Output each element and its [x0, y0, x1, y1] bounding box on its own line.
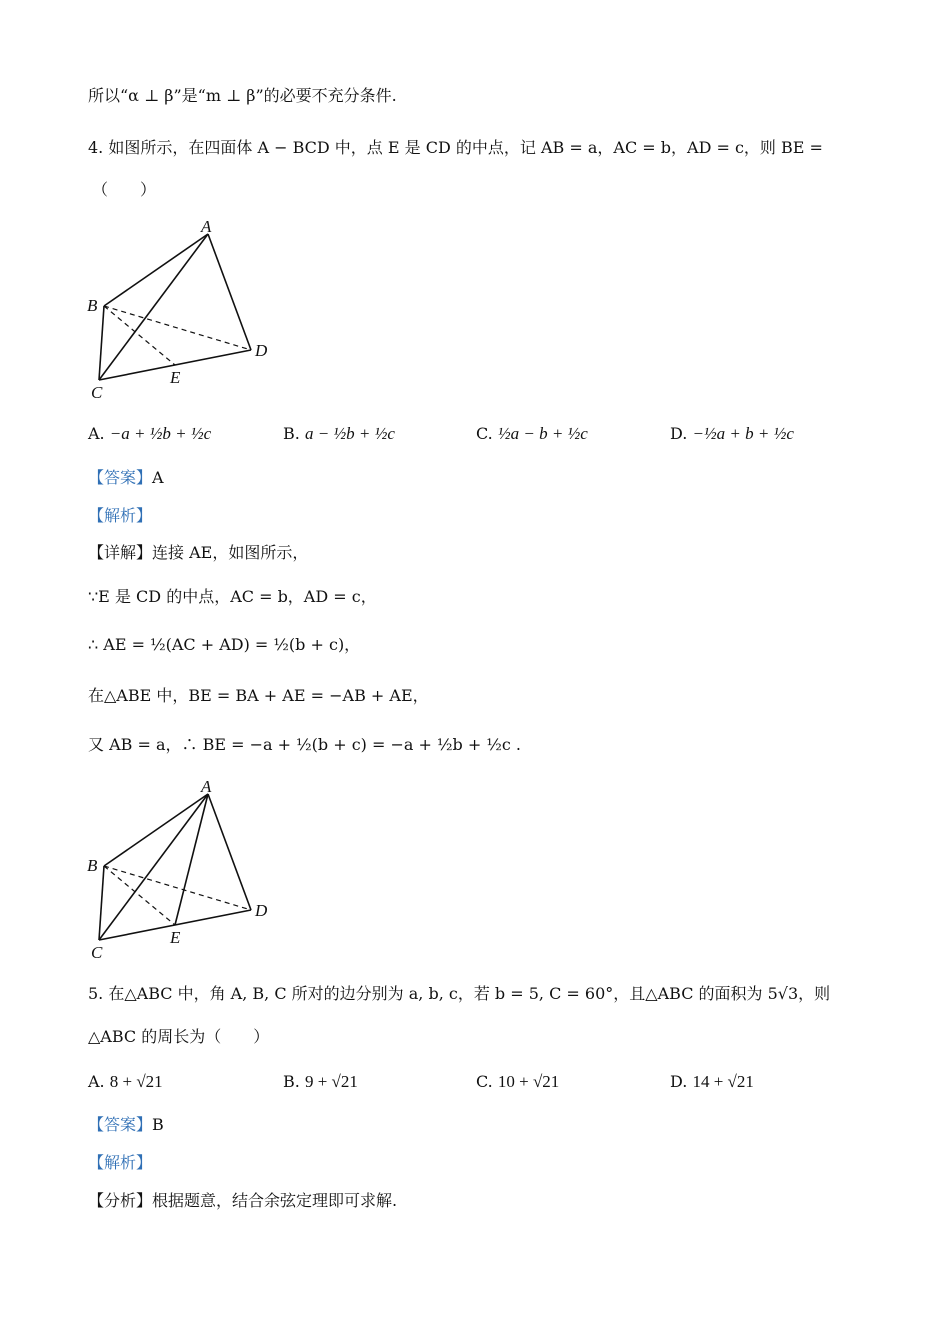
analysis-line-5: 【解析】 [88, 1153, 153, 1172]
vertex-label-d: D [255, 341, 268, 360]
vertex-label-b: B [87, 296, 98, 315]
option-a: A. −a + ½b + ½c [88, 424, 212, 443]
q5-option-c: C. 10 + √21 [476, 1072, 560, 1091]
solution-step-1: ∵E 是 CD 的中点，AC = b，AD = c， [88, 587, 377, 606]
vertex-label-d: D [255, 901, 268, 920]
vertex-label-b: B [87, 856, 98, 875]
detail-line-4: 【详解】连接 AE，如图所示， [88, 543, 309, 562]
conclusion-text: 所以“α ⊥ β”是“m ⊥ β”的必要不充分条件. [88, 86, 397, 105]
vertex-label-a: A [201, 778, 212, 796]
question-5-stem [88, 982, 830, 1006]
analysis-line-4: 【解析】 [88, 506, 153, 525]
q5-option-b: B. 9 + √21 [283, 1072, 358, 1091]
solution-step-3: 在△ABE 中，BE = BA + AE = −AB + AE， [88, 686, 429, 705]
question-4-text: 4. 如图所示，在四面体 A − BCD 中，点 E 是 CD 的中点，记 AB = a，AC = b，AD = c，则 BE = [88, 138, 823, 157]
question-4-stem [88, 136, 823, 160]
question-5-text: 5. 在△ABC 中，角 A, B, C 所对的边分别为 a, b, c，若 b = 5, C = 60°，且△ABC 的面积为 5√3，则 [88, 984, 831, 1003]
q5-option-d: D. 14 + √21 [670, 1072, 754, 1091]
vertex-label-c: C [91, 943, 103, 962]
vertex-label-e: E [170, 368, 181, 387]
vertex-label-c: C [91, 383, 103, 400]
answer-value: A [152, 468, 164, 487]
option-d: D. −½a + b + ½c [670, 424, 794, 443]
vertex-label-e: E [170, 928, 181, 947]
solution-step-2: ∴ AE = ½(AC + AD) = ½(b + c)， [88, 635, 361, 654]
answer-line-4: 【答案】A [88, 468, 164, 487]
question-5-stem-2: △ABC 的周长为（ ） [88, 1027, 270, 1046]
solution-step-4: 又 AB = a，∴ BE = −a + ½(b + c) = −a + ½b + ½c . [88, 735, 521, 754]
answer-value: B [152, 1115, 164, 1134]
question-4-paren: （ ） [92, 180, 157, 199]
vertex-label-a: A [201, 218, 212, 236]
tetrahedron-figure-1 [85, 218, 285, 400]
tetrahedron-figure-2 [85, 778, 285, 962]
q5-option-a: A. 8 + √21 [88, 1072, 163, 1091]
fenxi-line-5: 【分析】根据题意，结合余弦定理即可求解. [88, 1191, 398, 1210]
text-line [88, 84, 397, 108]
option-b: B. a − ½b + ½c [283, 424, 395, 443]
option-c: C. ½a − b + ½c [476, 424, 588, 443]
answer-line-5: 【答案】B [88, 1115, 164, 1134]
